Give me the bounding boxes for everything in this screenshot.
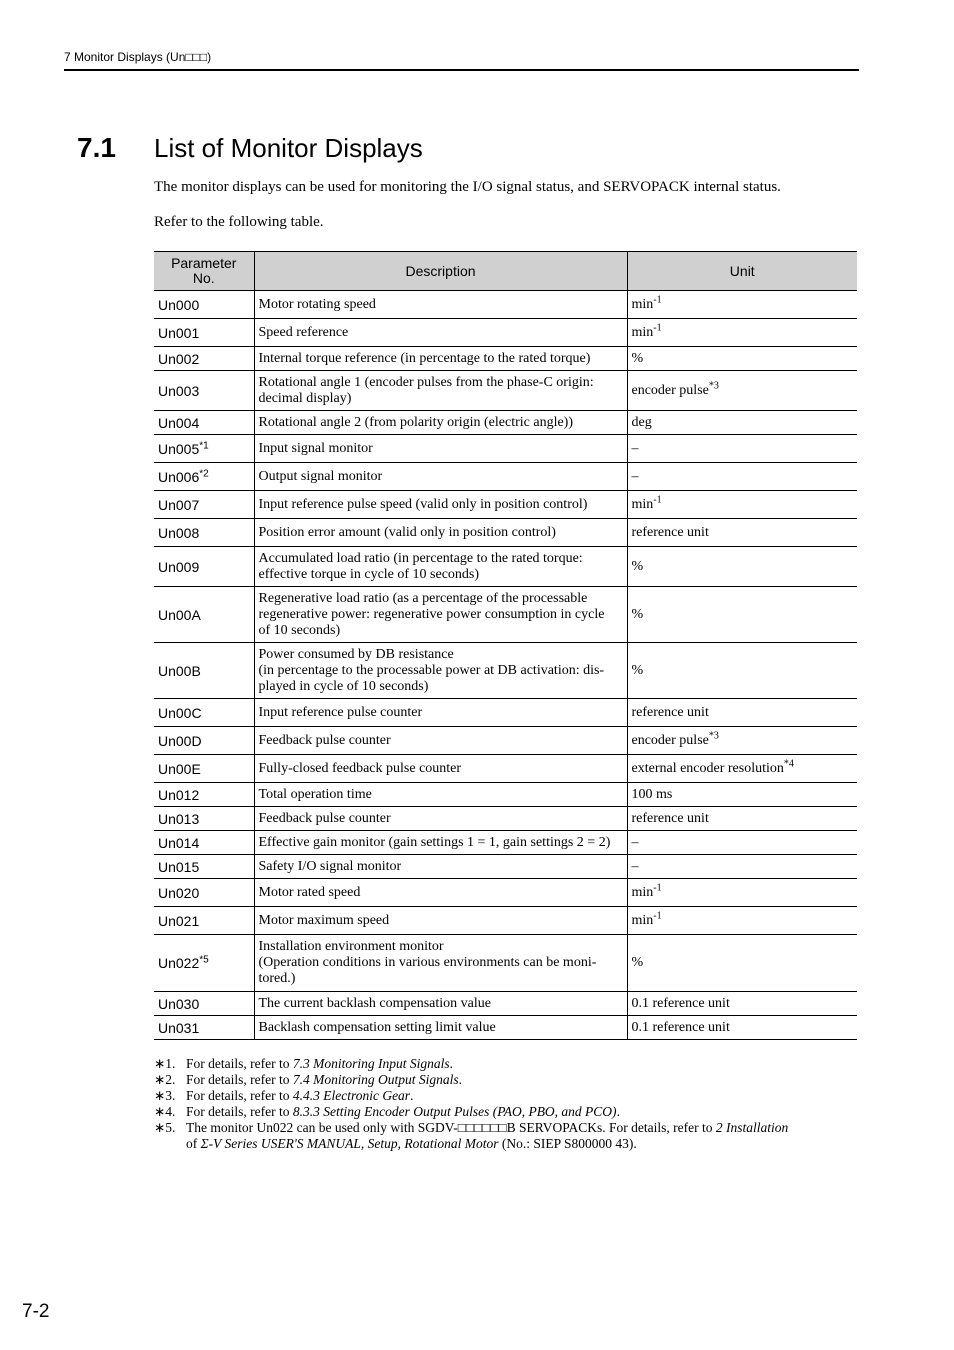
description-line: regenerative power: regenerative power consumption in cycle: [258, 606, 605, 622]
footnote-text: [186, 1072, 859, 1088]
parameter-cell: [154, 347, 254, 371]
unit-text: reference unit: [631, 524, 709, 540]
reference-link-text: Σ-V Series USER'S MANUAL, Setup, Rotational Motor: [200, 1136, 499, 1151]
unit-text: %: [631, 350, 644, 366]
unit-superscript: -1: [653, 293, 662, 305]
parameter-number: Un020: [158, 884, 200, 901]
description-line: Rotational angle 2 (from polarity origin (electric angle)): [258, 414, 573, 430]
unit-superscript: -1: [653, 881, 662, 893]
intro-paragraph-2: Refer to the following table.: [154, 214, 324, 230]
footnote-mark: ∗1.: [154, 1056, 176, 1071]
footnote-mark: ∗4.: [154, 1104, 176, 1119]
parameter-cell: [154, 855, 254, 879]
description-line: Input reference pulse speed (valid only in position control): [258, 496, 588, 512]
description-line: Motor rated speed: [258, 884, 361, 900]
table-row: [154, 1016, 857, 1040]
table-row: [154, 463, 857, 491]
unit-text: %: [631, 606, 644, 622]
table-row: [154, 547, 857, 587]
footnote-text-run: For details, refer to: [186, 1072, 293, 1087]
unit-cell: [627, 831, 857, 855]
description-cell: [254, 1016, 627, 1040]
unit-cell: [627, 1016, 857, 1040]
footnote-text-run: For details, refer to: [186, 1088, 293, 1103]
unit-text: deg: [631, 414, 652, 430]
description-line: of 10 seconds): [258, 622, 341, 638]
unit-cell: [627, 755, 857, 783]
description-line: Input reference pulse counter: [258, 704, 423, 720]
parameter-cell: [154, 411, 254, 435]
unit-cell: [627, 347, 857, 371]
unit-text: –: [631, 468, 639, 484]
description-line: (Operation conditions in various environments can be moni-: [258, 955, 597, 970]
unit-text: –: [631, 858, 639, 874]
section-title: List of Monitor Displays: [154, 133, 423, 163]
description-line: Regenerative load ratio (as a percentage of the processable: [258, 590, 588, 606]
unit-superscript: -1: [653, 493, 662, 505]
parameter-number: Un00A: [158, 606, 201, 623]
unit-cell: [627, 547, 857, 587]
footnote-text: [186, 1104, 859, 1120]
description-line: Motor maximum speed: [258, 912, 390, 928]
description-cell: [254, 587, 627, 643]
parameter-number: Un004: [158, 414, 200, 431]
footnote-continuation: [154, 1136, 859, 1152]
description-line: Installation environment monitor: [258, 939, 444, 954]
unit-text: %: [631, 662, 644, 678]
reference-link-text: 4.4.3 Electronic Gear: [292, 1088, 411, 1103]
footnote-ref: *5: [199, 954, 209, 966]
description-line: (in percentage to the processable power at DB activation: dis-: [258, 662, 605, 678]
parameter-number: Un015: [158, 858, 200, 875]
parameter-number: Un008: [158, 524, 200, 541]
unit-cell: [627, 319, 857, 347]
description-cell: [254, 319, 627, 347]
description-cell: [254, 643, 627, 699]
header-description: Description: [254, 252, 627, 291]
parameter-cell: [154, 807, 254, 831]
unit-text: min: [631, 296, 654, 312]
description-cell: [254, 463, 627, 491]
description-cell: [254, 291, 627, 319]
table-row: [154, 699, 857, 727]
parameter-cell: [154, 491, 254, 519]
parameter-cell: [154, 699, 254, 727]
parameter-number: Un005: [158, 440, 200, 457]
table-row: [154, 371, 857, 411]
header-parameter-line1: Parameter: [171, 255, 237, 271]
parameter-cell: [154, 755, 254, 783]
unit-cell: [627, 463, 857, 491]
description-line: Accumulated load ratio (in percentage to the rated torque:: [258, 550, 583, 566]
table-row: [154, 291, 857, 319]
unit-text: reference unit: [631, 810, 709, 826]
table-row: [154, 807, 857, 831]
description-line: Input signal monitor: [258, 440, 373, 456]
description-cell: [254, 519, 627, 547]
parameter-number: Un00E: [158, 760, 201, 777]
description-cell: [254, 699, 627, 727]
description-cell: [254, 935, 627, 992]
parameter-number: Un000: [158, 296, 200, 313]
parameter-number: Un021: [158, 912, 200, 929]
parameter-number: Un031: [158, 1019, 200, 1036]
unit-text: –: [631, 440, 639, 456]
table-row: [154, 587, 857, 643]
footnote: [154, 1120, 859, 1136]
description-cell: [254, 491, 627, 519]
table-row: [154, 907, 857, 935]
parameter-cell: [154, 587, 254, 643]
description-line: Motor rotating speed: [258, 296, 376, 312]
parameter-number: Un006: [158, 468, 200, 485]
parameter-cell: [154, 783, 254, 807]
unit-superscript: -1: [653, 321, 662, 333]
footnote-text: [186, 1088, 859, 1104]
description-cell: [254, 755, 627, 783]
parameter-cell: [154, 435, 254, 463]
table-row: [154, 435, 857, 463]
unit-cell: [627, 807, 857, 831]
parameter-number: Un013: [158, 810, 200, 827]
unit-text: %: [631, 558, 644, 574]
parameter-number: Un022: [158, 955, 200, 971]
unit-cell: [627, 587, 857, 643]
unit-text: encoder pulse: [631, 382, 709, 398]
description-line: The current backlash compensation value: [258, 995, 491, 1011]
table-row: [154, 347, 857, 371]
table-row: [154, 935, 857, 992]
unit-text: min: [631, 884, 654, 900]
description-line: tored.): [258, 971, 296, 986]
footnote-text-run: For details, refer to: [186, 1056, 293, 1071]
unit-cell: [627, 411, 857, 435]
description-line: Internal torque reference (in percentage to the rated torque): [258, 350, 591, 366]
footnote: [154, 1104, 859, 1120]
footnote-text-run: .: [410, 1088, 414, 1103]
unit-cell: [627, 935, 857, 992]
description-line: Backlash compensation setting limit value: [258, 1019, 496, 1035]
parameter-number: Un009: [158, 558, 200, 575]
description-cell: [254, 907, 627, 935]
description-line: decimal display): [258, 390, 352, 406]
table-body: [154, 291, 857, 1040]
description-line: Feedback pulse counter: [258, 810, 391, 826]
unit-cell: [627, 371, 857, 411]
parameter-cell: [154, 831, 254, 855]
description-cell: [254, 783, 627, 807]
parameter-cell: [154, 547, 254, 587]
table-row: [154, 643, 857, 699]
footnote-mark: ∗5.: [154, 1120, 176, 1135]
footnote-text-run: of: [186, 1136, 201, 1151]
table-row: [154, 755, 857, 783]
parameter-number: Un00D: [158, 732, 202, 749]
footnote-mark: ∗2.: [154, 1072, 176, 1087]
description-line: Speed reference: [258, 324, 349, 340]
parameter-number: Un003: [158, 382, 200, 399]
parameter-cell: [154, 992, 254, 1016]
description-line: Total operation time: [258, 786, 372, 802]
footnote-text-run: (No.: SIEP S800000 43).: [498, 1136, 637, 1151]
header-rule: [64, 69, 859, 71]
footnote: [154, 1088, 859, 1104]
table-row: [154, 855, 857, 879]
monitor-display-table: [154, 251, 857, 1040]
reference-link-text: 7.3 Monitoring Input Signals: [292, 1056, 450, 1071]
parameter-cell: [154, 519, 254, 547]
unit-superscript: -1: [653, 909, 662, 921]
header-parameter-no: [154, 252, 254, 291]
table-row: [154, 879, 857, 907]
unit-cell: [627, 291, 857, 319]
parameter-number: Un002: [158, 350, 200, 367]
table-row: [154, 727, 857, 755]
parameter-number: Un030: [158, 995, 200, 1012]
description-cell: [254, 992, 627, 1016]
parameter-number: Un012: [158, 786, 200, 803]
unit-text: 0.1 reference unit: [631, 995, 730, 1011]
footnote-text-run: .: [458, 1072, 462, 1087]
unit-text: –: [631, 834, 639, 850]
footnote-text: [186, 1056, 859, 1072]
parameter-cell: [154, 879, 254, 907]
footnote: [154, 1056, 859, 1072]
unit-cell: [627, 435, 857, 463]
header-parameter-line2: No.: [192, 270, 215, 286]
table-header-row: [154, 252, 857, 291]
parameter-cell: [154, 643, 254, 699]
reference-link-text: 8.3.3 Setting Encoder Output Pulses (PAO, PBO, and PCO): [292, 1104, 617, 1119]
parameter-cell: [154, 907, 254, 935]
running-header: 7 Monitor Displays (Un□□□): [64, 50, 212, 64]
parameter-cell: [154, 727, 254, 755]
footnote-text: [186, 1120, 859, 1136]
footnote-ref: *2: [199, 467, 209, 479]
description-line: Position error amount (valid only in position control): [258, 524, 556, 540]
description-line: Power consumed by DB resistance: [258, 646, 454, 662]
unit-text: 0.1 reference unit: [631, 1019, 730, 1035]
unit-cell: [627, 643, 857, 699]
table-row: [154, 411, 857, 435]
table-row: [154, 992, 857, 1016]
reference-link-text: 2 Installation: [715, 1120, 789, 1135]
unit-text: external encoder resolution: [631, 760, 784, 776]
footnote-text-run: For details, refer to: [186, 1104, 293, 1119]
parameter-cell: [154, 1016, 254, 1040]
unit-cell: [627, 907, 857, 935]
unit-cell: [627, 879, 857, 907]
parameter-number: Un00B: [158, 662, 201, 679]
description-line: effective torque in cycle of 10 seconds): [258, 566, 480, 582]
unit-cell: [627, 783, 857, 807]
description-cell: [254, 435, 627, 463]
unit-text: %: [631, 955, 644, 970]
table-row: [154, 319, 857, 347]
footnote-mark: ∗3.: [154, 1088, 176, 1103]
description-cell: [254, 547, 627, 587]
unit-text: reference unit: [631, 704, 709, 720]
parameter-cell: [154, 935, 254, 992]
description-cell: [254, 879, 627, 907]
intro-paragraph: The monitor displays can be used for monitoring the I/O signal status, and SERVOPACK internal status.: [154, 179, 781, 195]
description-line: Output signal monitor: [258, 468, 383, 484]
description-line: Effective gain monitor (gain settings 1 = 1, gain settings 2 = 2): [258, 834, 611, 850]
description-cell: [254, 371, 627, 411]
section-number: 7.1: [77, 132, 116, 163]
footnotes: [154, 1056, 859, 1152]
description-line: played in cycle of 10 seconds): [258, 678, 429, 694]
unit-text: encoder pulse: [631, 732, 709, 748]
description-line: Rotational angle 1 (encoder pulses from the phase-C origin:: [258, 374, 594, 390]
table-row: [154, 831, 857, 855]
description-line: Safety I/O signal monitor: [258, 858, 402, 874]
unit-cell: [627, 992, 857, 1016]
table-row: [154, 519, 857, 547]
description-cell: [254, 807, 627, 831]
description-cell: [254, 831, 627, 855]
footnote-text-run: .: [616, 1104, 620, 1119]
description-cell: [254, 411, 627, 435]
reference-link-text: 7.4 Monitoring Output Signals: [292, 1072, 459, 1087]
unit-cell: [627, 491, 857, 519]
page-number: 7-2: [22, 1301, 50, 1322]
footnote-ref: *1: [199, 439, 209, 451]
parameter-cell: [154, 291, 254, 319]
unit-cell: [627, 727, 857, 755]
header-unit: Unit: [627, 252, 857, 291]
footnote-text-run: The monitor Un022 can be used only with SGDV-□□□□□□B SERVOPACKs. For details, refer to: [186, 1120, 716, 1135]
unit-superscript: *4: [783, 757, 794, 769]
description-cell: [254, 727, 627, 755]
description-line: Feedback pulse counter: [258, 732, 391, 748]
unit-cell: [627, 699, 857, 727]
unit-text: min: [631, 912, 654, 928]
parameter-cell: [154, 319, 254, 347]
unit-superscript: *3: [708, 379, 719, 391]
unit-cell: [627, 519, 857, 547]
parameter-number: Un014: [158, 834, 200, 851]
unit-text: min: [631, 324, 654, 340]
description-cell: [254, 855, 627, 879]
unit-text: min: [631, 496, 654, 512]
footnote: [154, 1072, 859, 1088]
parameter-cell: [154, 371, 254, 411]
table-row: [154, 783, 857, 807]
parameter-number: Un007: [158, 496, 200, 513]
unit-text: 100 ms: [631, 786, 673, 802]
parameter-cell: [154, 463, 254, 491]
table-row: [154, 491, 857, 519]
unit-cell: [627, 855, 857, 879]
unit-superscript: *3: [708, 729, 719, 741]
parameter-number: Un001: [158, 324, 200, 341]
parameter-number: Un00C: [158, 704, 202, 721]
footnote-text-run: .: [449, 1056, 453, 1071]
description-cell: [254, 347, 627, 371]
description-line: Fully-closed feedback pulse counter: [258, 760, 462, 776]
